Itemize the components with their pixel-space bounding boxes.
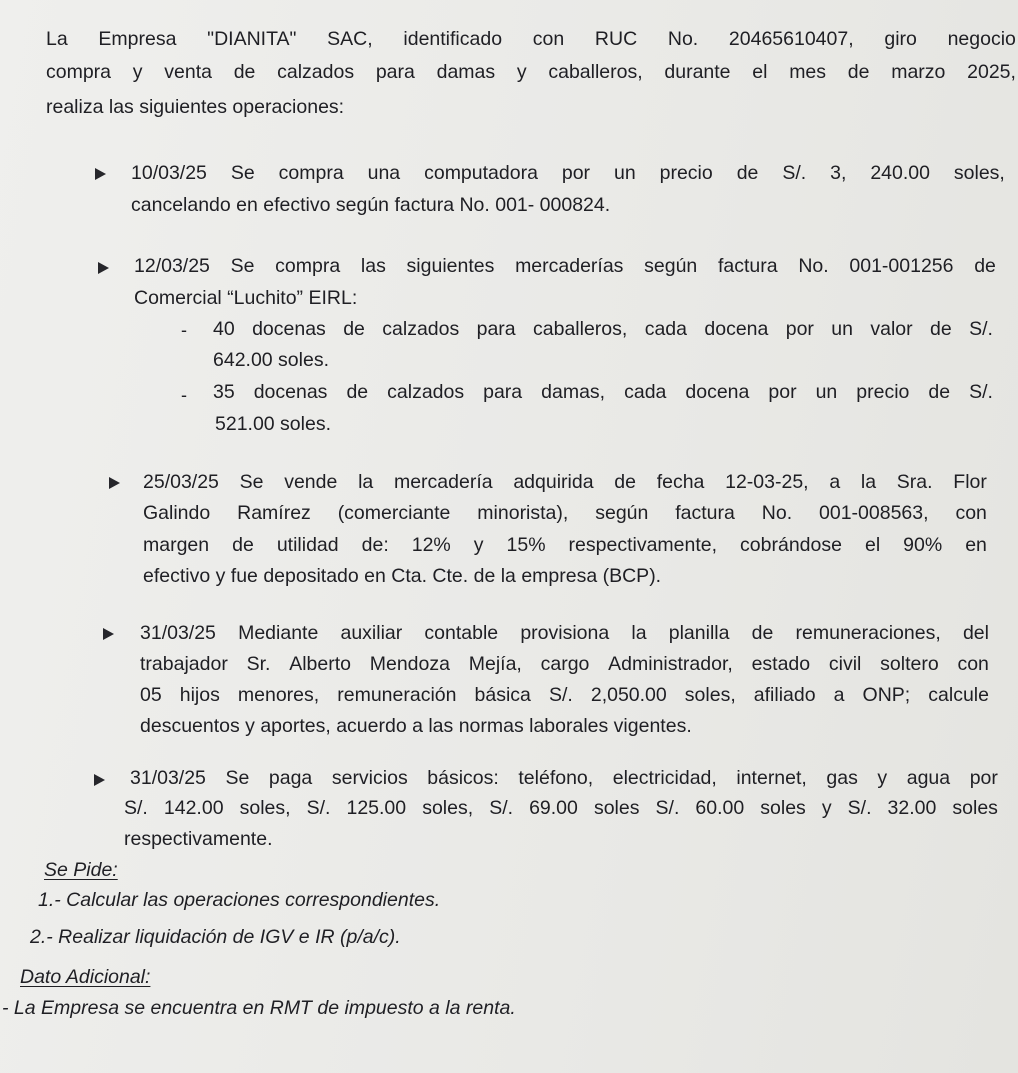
word: teléfono, — [518, 767, 594, 789]
word: por — [561, 162, 591, 184]
word: S/. — [969, 381, 993, 403]
word: con — [532, 28, 565, 50]
operation-2-line-1 — [134, 254, 996, 278]
word: en — [965, 534, 987, 556]
word: y — [473, 534, 484, 556]
word: marzo — [891, 61, 946, 83]
word: cada — [644, 318, 687, 340]
word: 31/03/25 — [130, 767, 206, 789]
word: 240.00 — [870, 162, 930, 184]
word: soles, — [953, 162, 1005, 184]
word: RUC — [594, 28, 638, 50]
word: por — [969, 767, 998, 789]
word: 001-008563, — [819, 502, 929, 524]
word: cada — [624, 381, 667, 403]
word: con — [957, 653, 989, 675]
word: S/. — [969, 318, 993, 340]
intro-line-1 — [46, 27, 1016, 51]
word: Ramírez — [237, 502, 311, 524]
word: compra — [46, 61, 112, 83]
word: trabajador — [140, 653, 228, 675]
word: No. — [761, 502, 793, 524]
operation-2-item-1-line-1 — [213, 317, 993, 341]
word: de — [346, 381, 369, 403]
word: Se — [230, 162, 255, 184]
word: 31/03/25 — [140, 622, 216, 644]
word: contable — [424, 622, 499, 644]
operation-2-item-2-line-2: 521.00 soles. — [215, 413, 332, 435]
word: hijos — [179, 684, 220, 706]
operation-4-line-4: descuentos y aportes, acuerdo a las normas laborales vigentes. — [140, 715, 692, 737]
word: Galindo — [143, 502, 211, 524]
word: 15% — [506, 534, 546, 556]
word: Se — [230, 255, 255, 277]
word: No. — [667, 28, 699, 50]
word: con — [955, 502, 987, 524]
word: docena — [704, 318, 769, 340]
intro-line-3: realiza las siguientes operaciones: — [46, 96, 345, 118]
word: Mediante — [238, 622, 319, 644]
word: por — [785, 318, 814, 340]
word: S/. — [782, 162, 807, 184]
word: Se — [225, 767, 250, 789]
word: S/. — [306, 797, 331, 819]
word: 10/03/25 — [131, 162, 207, 184]
operation-4-line-3 — [140, 683, 989, 707]
se-pide-item-2: 2.- Realizar liquidación de IGV e IR (p/a/c). — [30, 926, 401, 948]
word: calcule — [928, 684, 989, 706]
word: 2,050.00 — [590, 684, 667, 706]
word: el — [752, 61, 768, 83]
word: docenas — [253, 381, 328, 403]
word: y — [132, 61, 143, 83]
word: giro — [884, 28, 917, 50]
word: caballeros, — [533, 318, 628, 340]
word: servicios — [331, 767, 408, 789]
word: Flor — [953, 471, 987, 493]
word: docenas — [252, 318, 326, 340]
operation-3-line-4: efectivo y fue depositado en Cta. Cte. de la empresa (BCP). — [143, 565, 662, 587]
word: SAC, — [327, 28, 373, 50]
word: calzados — [382, 318, 460, 340]
word: margen — [143, 534, 210, 556]
word: civil — [828, 653, 862, 675]
word: a — [833, 684, 845, 706]
word: adquirida — [513, 471, 594, 493]
operation-3-line-2 — [143, 501, 987, 525]
word: del — [962, 622, 989, 644]
word: una — [367, 162, 401, 184]
operation-4-line-2 — [140, 652, 989, 676]
word: precio — [659, 162, 713, 184]
word: No. — [798, 255, 829, 277]
word: valor — [870, 318, 913, 340]
word: S/. — [548, 684, 573, 706]
word: soles, — [684, 684, 736, 706]
word: precio — [856, 381, 910, 403]
word: 2025, — [967, 61, 1016, 83]
word: respectivamente, — [568, 534, 718, 556]
word: y — [821, 797, 832, 819]
word: 142.00 — [163, 797, 224, 819]
word: 40 — [213, 318, 235, 340]
word: 05 — [140, 684, 162, 706]
word: soles, — [422, 797, 474, 819]
word: durante — [664, 61, 731, 83]
word: Se — [239, 471, 264, 493]
word: agua — [906, 767, 951, 789]
word: factura — [717, 255, 778, 277]
item-dash: - — [181, 320, 187, 340]
word: Empresa — [98, 28, 177, 50]
word: (comerciante — [337, 502, 451, 524]
word: 3, — [830, 162, 847, 184]
word: y — [516, 61, 527, 83]
word: docena — [685, 381, 750, 403]
se-pide-heading: Se Pide: — [44, 859, 118, 881]
word: de — [928, 381, 951, 403]
word: estado — [751, 653, 811, 675]
word: un — [815, 381, 838, 403]
word: planilla — [668, 622, 730, 644]
bullet-arrow-icon — [103, 628, 114, 640]
word: Mendoza — [369, 653, 450, 675]
word: 12/03/25 — [134, 255, 210, 277]
word: y — [877, 767, 888, 789]
operation-3-line-1 — [143, 470, 987, 494]
word: computadora — [424, 162, 538, 184]
word: siguientes — [406, 255, 495, 277]
word: de — [233, 61, 256, 83]
word: soles — [952, 797, 998, 819]
word: básica — [474, 684, 531, 706]
word: mercaderías — [515, 255, 624, 277]
word: auxiliar — [340, 622, 403, 644]
word: la — [631, 622, 647, 644]
word: 001-001256 — [849, 255, 954, 277]
word: S/. — [655, 797, 680, 819]
dato-adicional-heading: Dato Adicional: — [20, 966, 151, 988]
word: gas — [826, 767, 858, 789]
word: soles, — [239, 797, 291, 819]
word: identificado — [403, 28, 503, 50]
operation-5-line-1 — [130, 766, 998, 790]
operation-1-line-1 — [131, 161, 1005, 185]
intro-line-2 — [46, 60, 1016, 84]
word: soltero — [880, 653, 939, 675]
word: Sra. — [896, 471, 933, 493]
word: para — [476, 318, 516, 340]
dato-adicional-text: - La Empresa se encuentra en RMT de impuesto a la renta. — [2, 997, 516, 1019]
word: para — [483, 381, 523, 403]
word: paga — [268, 767, 313, 789]
word: Mejía, — [468, 653, 522, 675]
word: electricidad, — [612, 767, 717, 789]
word: 35 — [213, 381, 235, 403]
word: la — [860, 471, 877, 493]
word: 69.00 — [529, 797, 578, 819]
word: menores, — [237, 684, 320, 706]
bullet-arrow-icon — [95, 168, 106, 180]
word: mercadería — [393, 471, 493, 493]
word: compra — [275, 255, 341, 277]
word: las — [360, 255, 386, 277]
word: soles — [593, 797, 640, 819]
word: factura — [675, 502, 735, 524]
word: ONP; — [862, 684, 911, 706]
operation-2-item-2-line-1 — [213, 380, 993, 404]
word: calzados — [277, 61, 355, 83]
word: por — [768, 381, 797, 403]
word: La — [46, 28, 68, 50]
word: "DIANITA" — [207, 28, 297, 50]
word: básicos: — [427, 767, 499, 789]
word: damas, — [541, 381, 606, 403]
word: mes — [789, 61, 827, 83]
word: remuneraciones, — [795, 622, 941, 644]
word: 12% — [411, 534, 451, 556]
operation-1-line-2: cancelando en efectivo según factura No. 001- 000824. — [131, 194, 611, 216]
word: de — [751, 622, 774, 644]
word: remuneración — [337, 684, 457, 706]
word: de: — [361, 534, 389, 556]
word: afiliado — [753, 684, 816, 706]
word: internet, — [736, 767, 807, 789]
word: 20465610407, — [728, 28, 854, 50]
word: un — [613, 162, 636, 184]
word: damas — [436, 61, 496, 83]
word: la — [358, 471, 374, 493]
bullet-arrow-icon — [94, 774, 105, 786]
word: según — [595, 502, 649, 524]
operation-2-line-2: Comercial “Luchito” EIRL: — [134, 287, 358, 309]
bullet-arrow-icon — [109, 477, 120, 489]
word: utilidad — [276, 534, 339, 556]
word: Sr. — [246, 653, 271, 675]
word: según — [644, 255, 698, 277]
word: vende — [284, 471, 338, 493]
word: de — [847, 61, 870, 83]
word: 125.00 — [346, 797, 407, 819]
word: 60.00 — [695, 797, 745, 819]
word: fecha — [656, 471, 705, 493]
se-pide-item-1: 1.- Calcular las operaciones correspondientes. — [38, 889, 441, 911]
word: para — [375, 61, 415, 83]
word: calzados — [387, 381, 465, 403]
word: 32.00 — [887, 797, 937, 819]
word: un — [831, 318, 853, 340]
word: S/. — [847, 797, 872, 819]
word: compra — [278, 162, 344, 184]
word: el — [864, 534, 881, 556]
word: Administrador, — [608, 653, 733, 675]
word: caballeros, — [548, 61, 643, 83]
word: minorista), — [477, 502, 569, 524]
operation-3-line-3 — [143, 533, 987, 557]
word: 12-03-25, — [725, 471, 809, 493]
operation-2-item-1-line-2: 642.00 soles. — [213, 349, 330, 371]
item-dash: - — [181, 385, 187, 405]
word: Alberto — [289, 653, 351, 675]
word: de — [343, 318, 365, 340]
word: de — [974, 255, 996, 277]
word: cargo — [540, 653, 590, 675]
word: de — [614, 471, 636, 493]
word: de — [930, 318, 952, 340]
word: venta — [164, 61, 212, 83]
word: 90% — [903, 534, 943, 556]
word: negocio — [947, 28, 1016, 50]
operation-5-line-2 — [124, 796, 998, 820]
operation-4-line-1 — [140, 621, 989, 645]
word: S/. — [124, 797, 148, 819]
bullet-arrow-icon — [98, 262, 109, 274]
word: provisiona — [520, 622, 610, 644]
word: S/. — [489, 797, 514, 819]
word: soles — [760, 797, 806, 819]
word: a — [829, 471, 841, 493]
word: 25/03/25 — [143, 471, 219, 493]
word: cobrándose — [740, 534, 842, 556]
word: de — [232, 534, 254, 556]
word: de — [736, 162, 759, 184]
operation-5-line-3: respectivamente. — [124, 828, 273, 850]
